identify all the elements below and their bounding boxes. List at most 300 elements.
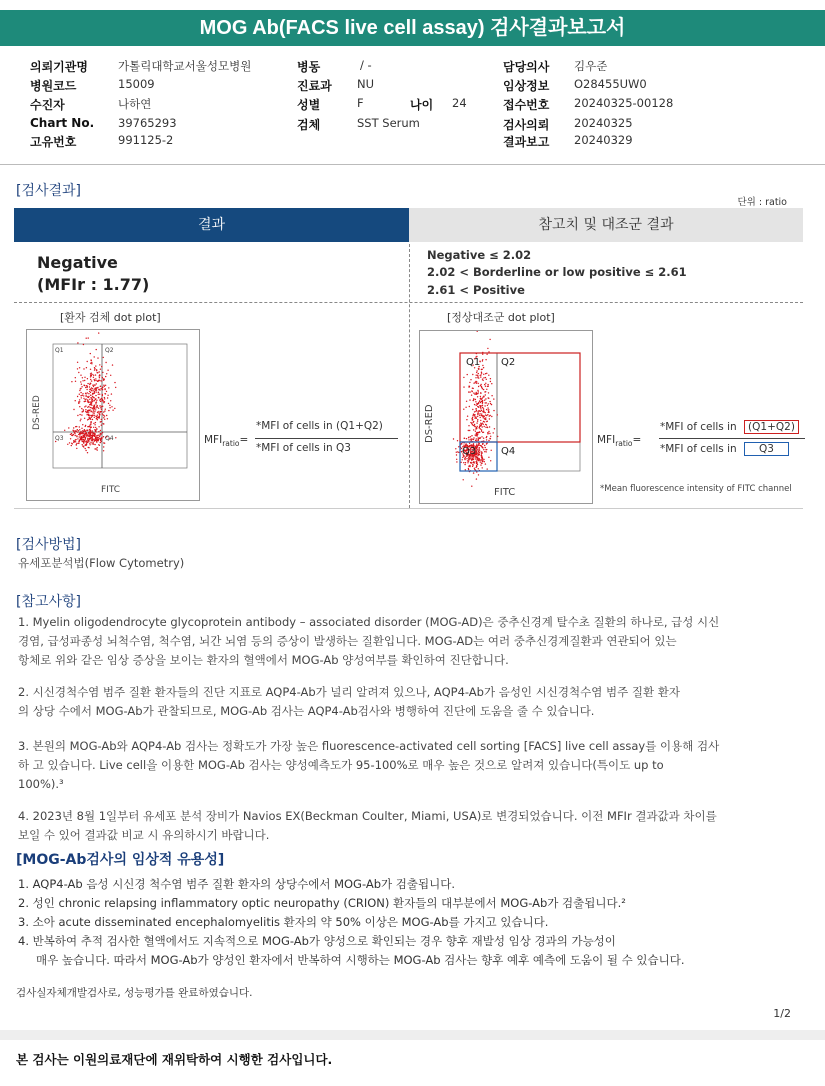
dot <box>487 427 488 428</box>
dot <box>479 450 480 451</box>
value-institution: 가톨릭대학교서울성모병원 <box>118 59 252 73</box>
dot <box>489 438 490 439</box>
dot <box>482 405 483 406</box>
dot <box>453 438 454 439</box>
dot <box>85 441 86 442</box>
note-2-line-1: 2. 시신경척수염 범주 질환 환자들의 진단 지표로 AQP4-Ab가 널리 알려져 있으나, AQP4-Ab가 음성인 시신경척수염 범주 질환 환자 <box>18 685 680 699</box>
dot <box>472 388 473 389</box>
dot <box>98 431 99 432</box>
dot <box>473 398 474 399</box>
dot <box>103 401 104 402</box>
dot <box>79 433 80 434</box>
dot <box>82 393 83 394</box>
dot <box>468 425 469 426</box>
dot <box>77 429 78 430</box>
dot <box>84 430 85 431</box>
dot <box>468 437 469 438</box>
dot <box>464 459 465 460</box>
dot <box>95 365 96 366</box>
dot <box>491 383 492 384</box>
dot <box>90 353 91 354</box>
dot <box>476 444 477 445</box>
dot <box>100 430 101 431</box>
dot <box>483 438 484 439</box>
results-column-divider <box>409 244 410 508</box>
dot <box>97 419 98 420</box>
dot <box>488 411 489 412</box>
dot <box>89 418 90 419</box>
dot <box>477 416 478 417</box>
dot <box>477 432 478 433</box>
dot <box>477 446 478 447</box>
value-unique-id: 991125-2 <box>118 133 174 147</box>
dot <box>472 458 473 459</box>
dot <box>487 348 488 349</box>
dot <box>472 409 473 410</box>
dot <box>93 386 94 387</box>
dot <box>463 377 464 378</box>
dot <box>482 359 483 360</box>
dot <box>89 399 90 400</box>
dot <box>92 408 93 409</box>
dot <box>480 451 481 452</box>
dot <box>478 474 479 475</box>
dot <box>94 417 95 418</box>
dot <box>92 385 93 386</box>
dot <box>98 380 99 381</box>
dot <box>97 405 98 406</box>
dot <box>468 459 469 460</box>
dot <box>77 432 78 433</box>
dot <box>90 427 91 428</box>
dot <box>96 391 97 392</box>
dot <box>480 408 481 409</box>
dot <box>75 435 76 436</box>
dot <box>461 462 462 463</box>
dot <box>73 434 74 435</box>
dot <box>468 439 469 440</box>
dot <box>88 447 89 448</box>
dot <box>101 409 102 410</box>
dot <box>480 396 481 397</box>
dot <box>86 444 87 445</box>
dot <box>107 418 108 419</box>
dot <box>80 388 81 389</box>
dot <box>474 411 475 412</box>
dot <box>488 375 489 376</box>
dot <box>90 392 91 393</box>
dot <box>478 369 479 370</box>
dot <box>77 396 78 397</box>
note-1-line-1: 1. Myelin oligodendrocyte glycoprotein antibody – associated disorder (MOG-AD)은 중추신경계 탈수초 질환의 하나로, 급성 시신 <box>18 615 720 629</box>
dot <box>92 438 93 439</box>
dot <box>478 386 479 387</box>
dot <box>477 393 478 394</box>
dot <box>103 415 104 416</box>
dot <box>102 395 103 396</box>
dot <box>93 433 94 434</box>
patient-x-axis-label: FITC <box>101 485 121 495</box>
patient-q4-label: Q4 <box>105 435 114 442</box>
dot <box>483 408 484 409</box>
dot <box>473 429 474 430</box>
dot <box>477 411 478 412</box>
dot <box>94 393 95 394</box>
dot <box>482 379 483 380</box>
note-1 <box>18 613 803 670</box>
dot <box>76 426 77 427</box>
dot <box>97 381 98 382</box>
dot <box>489 339 490 340</box>
dot <box>87 452 88 453</box>
dot <box>92 412 93 413</box>
dot <box>103 446 104 447</box>
dot <box>81 439 82 440</box>
dot <box>479 432 480 433</box>
dot <box>79 436 80 437</box>
dot <box>482 416 483 417</box>
label-chart-no: Chart No. <box>30 116 95 130</box>
dot <box>463 462 464 463</box>
dot <box>94 441 95 442</box>
label-department: 진료과 <box>297 79 332 93</box>
dot <box>71 443 72 444</box>
label-specimen: 검체 <box>297 118 321 132</box>
dot <box>481 372 482 373</box>
dot <box>103 411 104 412</box>
dot <box>475 416 476 417</box>
dot <box>76 435 77 436</box>
note-2-line-2: 의 상당 수에서 MOG-Ab가 관찰되므로, MOG-Ab 검사는 AQP4-Ab검사와 병행하여 진단에 도움을 줄 수 있습니다. <box>18 704 595 718</box>
dot <box>482 360 483 361</box>
dot <box>107 397 108 398</box>
dot <box>98 394 99 395</box>
dot <box>488 403 489 404</box>
dot <box>87 378 88 379</box>
dot <box>476 372 477 373</box>
dot <box>100 411 101 412</box>
dot <box>83 398 84 399</box>
dot <box>81 428 82 429</box>
dot <box>489 418 490 419</box>
dot <box>95 422 96 423</box>
dot <box>477 421 478 422</box>
dot <box>472 419 473 420</box>
dot <box>95 374 96 375</box>
dot <box>94 391 95 392</box>
dot <box>90 369 91 370</box>
dot <box>94 429 95 430</box>
result-column-header: 결과 <box>14 208 409 242</box>
dot <box>462 459 463 460</box>
dot <box>85 405 86 406</box>
dot <box>107 370 108 371</box>
dot <box>92 419 93 420</box>
dot <box>483 374 484 375</box>
dot <box>81 386 82 387</box>
dot <box>488 386 489 387</box>
dot <box>471 486 472 487</box>
dot <box>497 436 498 437</box>
dot <box>80 395 81 396</box>
dot <box>484 405 485 406</box>
control-dot-plot <box>419 330 593 504</box>
dot <box>479 458 480 459</box>
dot <box>99 405 100 406</box>
dot <box>488 410 489 411</box>
dot <box>98 434 99 435</box>
dot <box>476 405 477 406</box>
dot <box>96 418 97 419</box>
dot <box>77 368 78 369</box>
dot <box>486 451 487 452</box>
dot <box>91 417 92 418</box>
dot <box>87 439 88 440</box>
dot <box>87 419 88 420</box>
dot <box>481 455 482 456</box>
dot <box>463 479 464 480</box>
dot <box>481 429 482 430</box>
dot <box>469 399 470 400</box>
clinical-item-2: 2. 성인 chronic relapsing inflammatory optic neuropathy (CRION) 환자들의 대부분에서 MOG-Ab가 검출됩니다.² <box>18 896 626 910</box>
dot <box>98 413 99 414</box>
note-3 <box>18 737 803 794</box>
dot <box>482 459 483 460</box>
dot <box>86 435 87 436</box>
dot <box>90 415 91 416</box>
dot <box>111 406 112 407</box>
dot <box>83 395 84 396</box>
dot <box>473 472 474 473</box>
dot <box>83 410 84 411</box>
dot <box>102 377 103 378</box>
dot <box>482 354 483 355</box>
dot <box>480 407 481 408</box>
dot <box>491 395 492 396</box>
dot <box>484 426 485 427</box>
dot <box>472 391 473 392</box>
label-report-date: 결과보고 <box>503 135 550 149</box>
dot <box>103 357 104 358</box>
dot <box>464 464 465 465</box>
dot <box>476 408 477 409</box>
dot <box>87 400 88 401</box>
dot <box>94 411 95 412</box>
dot <box>91 401 92 402</box>
dot <box>96 383 97 384</box>
dot <box>486 354 487 355</box>
dot <box>90 422 91 423</box>
dot <box>110 400 111 401</box>
dot <box>78 372 79 373</box>
dot <box>485 394 486 395</box>
patient-q3-label: Q3 <box>55 435 64 442</box>
dot <box>478 448 479 449</box>
value-hospital-code: 15009 <box>118 77 155 91</box>
dot <box>99 394 100 395</box>
dot <box>92 443 93 444</box>
value-report-date: 20240329 <box>574 133 633 147</box>
dot <box>78 430 79 431</box>
dot <box>76 430 77 431</box>
dot <box>485 359 486 360</box>
dot <box>98 397 99 398</box>
dot <box>96 400 97 401</box>
dot <box>96 435 97 436</box>
dot <box>467 374 468 375</box>
dot <box>481 413 482 414</box>
dot <box>478 391 479 392</box>
dot <box>80 375 81 376</box>
dot <box>466 458 467 459</box>
dot <box>476 440 477 441</box>
dot <box>468 461 469 462</box>
dot <box>457 440 458 441</box>
dot <box>91 380 92 381</box>
dot <box>98 408 99 409</box>
dot <box>90 404 91 405</box>
dot <box>477 413 478 414</box>
dot <box>475 411 476 412</box>
dot <box>69 442 70 443</box>
dot <box>87 412 88 413</box>
dot <box>71 435 72 436</box>
dot <box>490 381 491 382</box>
dot <box>89 444 90 445</box>
dot <box>478 406 479 407</box>
dot <box>485 386 486 387</box>
dot <box>95 380 96 381</box>
dot <box>484 451 485 452</box>
dot <box>76 448 77 449</box>
dot <box>476 403 477 404</box>
clinical-section-title: [MOG-Ab검사의 임상적 유용성] <box>16 852 225 868</box>
results-section-title: [검사결과] <box>16 183 82 199</box>
dot <box>477 419 478 420</box>
dot <box>479 426 480 427</box>
dot <box>106 391 107 392</box>
dot <box>468 391 469 392</box>
dot <box>103 417 104 418</box>
dot <box>482 447 483 448</box>
dot <box>491 450 492 451</box>
dot <box>468 430 469 431</box>
dot <box>81 411 82 412</box>
dot <box>485 463 486 464</box>
dot <box>484 461 485 462</box>
dot <box>97 415 98 416</box>
dot <box>101 425 102 426</box>
reference-column-header: 참고치 및 대조군 결과 <box>409 208 803 242</box>
dot <box>73 427 74 428</box>
dot <box>67 444 68 445</box>
dot <box>101 419 102 420</box>
dot <box>477 390 478 391</box>
dot <box>90 389 91 390</box>
dot <box>103 423 104 424</box>
dot <box>475 458 476 459</box>
dot <box>482 407 483 408</box>
dot <box>482 401 483 402</box>
validation-note: 검사실자체개발검사로, 성능평가를 완료하였습니다. <box>16 987 253 999</box>
dot <box>490 436 491 437</box>
dot <box>86 338 87 339</box>
dot <box>484 384 485 385</box>
dot <box>101 366 102 367</box>
dot <box>483 377 484 378</box>
dot <box>85 439 86 440</box>
dot <box>79 429 80 430</box>
dot <box>488 431 489 432</box>
note-3-line-2: 하 고 있습니다. Live cell을 이용한 MOG-Ab 검사는 양성예측도가 95-100%로 매우 높은 것으로 알려져 있습니다(특이도 up to <box>18 758 664 772</box>
dot <box>477 435 478 436</box>
dot <box>100 442 101 443</box>
dot <box>87 361 88 362</box>
notes-section-title: [참고사항] <box>16 594 82 610</box>
value-request-date: 20240325 <box>574 116 633 130</box>
dot <box>97 387 98 388</box>
dot <box>485 427 486 428</box>
dot <box>484 416 485 417</box>
dot <box>100 388 101 389</box>
dot <box>482 388 483 389</box>
dot <box>80 381 81 382</box>
dot <box>92 442 93 443</box>
dot <box>472 422 473 423</box>
control-q2-label: Q2 <box>501 357 516 368</box>
dot <box>88 397 89 398</box>
dot <box>476 452 477 453</box>
note-4-line-2: 보일 수 있어 결과값 비교 시 유의하시기 바랍니다. <box>18 828 270 842</box>
dot <box>90 442 91 443</box>
dot <box>493 398 494 399</box>
dot <box>469 465 470 466</box>
dot <box>93 423 94 424</box>
dot <box>470 457 471 458</box>
dot <box>482 423 483 424</box>
dot <box>88 412 89 413</box>
dot <box>456 461 457 462</box>
dot <box>91 400 92 401</box>
dot <box>468 386 469 387</box>
dot <box>480 417 481 418</box>
dot <box>471 462 472 463</box>
dot <box>109 405 110 406</box>
dot <box>95 398 96 399</box>
dot <box>476 438 477 439</box>
dot <box>478 373 479 374</box>
dot <box>84 399 85 400</box>
label-patient: 수진자 <box>30 98 65 112</box>
dot <box>480 425 481 426</box>
dot <box>472 415 473 416</box>
dot <box>485 419 486 420</box>
report-title: MOG Ab(FACS live cell assay) 검사결과보고서 <box>0 10 825 46</box>
dot <box>79 367 80 368</box>
dot <box>96 369 97 370</box>
dot <box>99 371 100 372</box>
dot <box>461 443 462 444</box>
dot <box>487 407 488 408</box>
dot <box>76 444 77 445</box>
dot <box>100 421 101 422</box>
dot <box>465 469 466 470</box>
dot <box>476 370 477 371</box>
dot <box>458 446 459 447</box>
dot <box>84 401 85 402</box>
control-y-axis-label: DS-RED <box>424 404 435 443</box>
dot <box>484 391 485 392</box>
